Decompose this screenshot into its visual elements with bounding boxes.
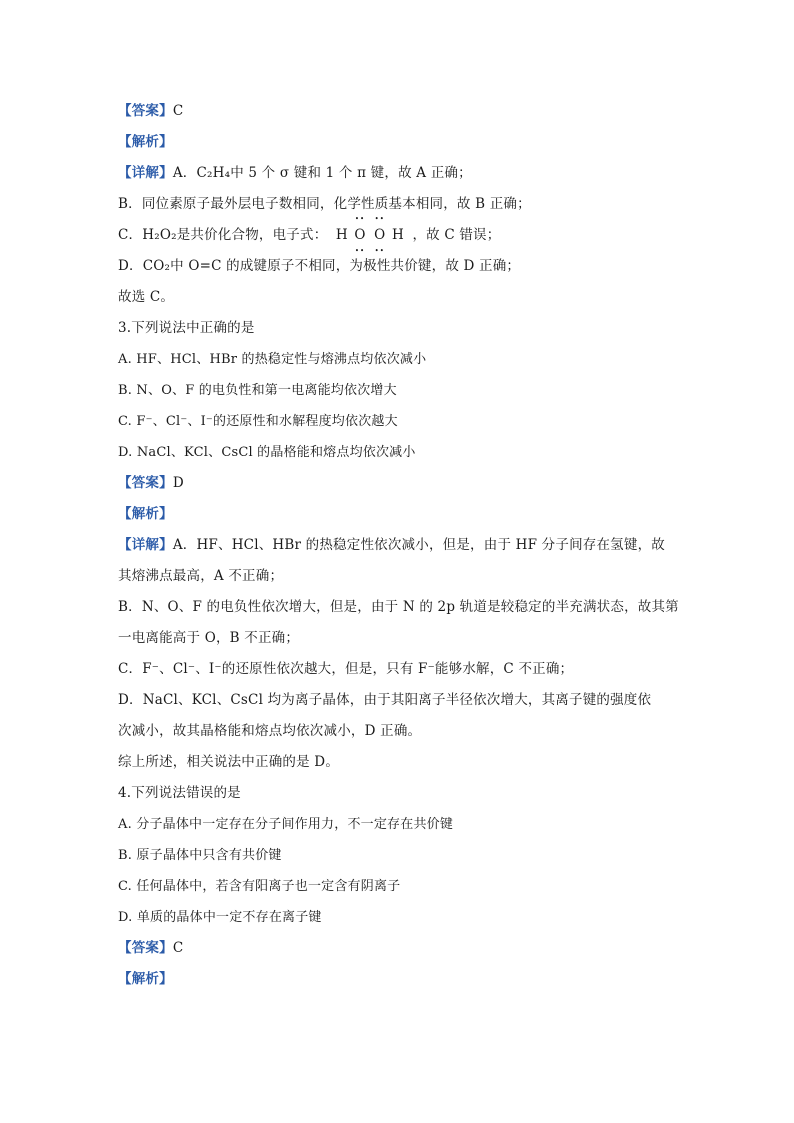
q3-option-d: D. NaCl、KCl、CsCl 的晶格能和熔点均依次减小: [118, 445, 416, 460]
q3-answer-line: [118, 468, 698, 499]
answer-value: C: [172, 103, 184, 119]
h2o2-electron-formula: [332, 215, 408, 255]
q4-analysis-line: [118, 964, 698, 995]
q3-detail-3: B．N、O、F 的电负性依次增大，但是，由于 N 的 2p 轨道是较稳定的半充满状态，故其第: [118, 599, 679, 615]
analysis-tag: 【解析】: [118, 134, 173, 150]
q3-detail-1: [118, 530, 698, 561]
q2-detail-c: [118, 215, 698, 255]
q3-detail-2: 其熔沸点最高，A 不正确；: [118, 568, 284, 584]
q2-detail-d: D．CO₂中 O=C 的成键原子不相同，为极性共价键，故 D 正确；: [118, 258, 521, 274]
q3-summary: 综上所述，相关说法中正确的是 D。: [118, 754, 340, 770]
detail-text: A．C₂H₄中 5 个 σ 键和 1 个 π 键，故 A 正确；: [172, 165, 472, 181]
q2-detail-a: [118, 158, 698, 189]
analysis-tag: 【解析】: [118, 971, 173, 987]
analysis-tag: 【解析】: [118, 506, 173, 522]
atom-o-symbol: O: [374, 227, 386, 243]
q3-detail-7: 次减小，故其晶格能和熔点均依次减小，D 正确。: [118, 723, 422, 739]
lone-pair-dots: ••: [354, 247, 366, 255]
q3-detail-6: D．NaCl、KCl、CsCl 均为离子晶体，由于其阳离子半径依次增大，其离子键的强度依: [118, 692, 652, 708]
q2-conclusion: 故选 C。: [118, 289, 175, 305]
answer-value: C: [172, 940, 184, 956]
q3-stem: 3.下列说法中正确的是: [118, 320, 255, 336]
answer-tag: 【答案】: [118, 475, 173, 491]
atom-h: H: [335, 227, 348, 243]
q2-analysis-line: [118, 127, 698, 158]
q3-option-a: A. HF、HCl、HBr 的热稳定性与熔沸点均依次减小: [118, 352, 427, 367]
q3-analysis-line: [118, 499, 698, 530]
detail-text: A．HF、HCl、HBr 的热稳定性依次减小，但是，由于 HF 分子间存在氢键，故: [172, 537, 665, 553]
answer-value: D: [172, 475, 184, 491]
q3-option-c: C. F⁻、Cl⁻、I⁻的还原性和水解程度均依次越大: [118, 414, 398, 429]
q2-answer-line: [118, 96, 698, 127]
detail-tag: 【详解】: [118, 537, 173, 553]
lone-pair-dots: ••: [374, 247, 385, 255]
q3-detail-5: C．F⁻、Cl⁻、I⁻的还原性依次越大，但是，只有 F⁻能够水解，C 不正确；: [118, 661, 574, 677]
q3-option-b: B. N、O、F 的电负性和第一电离能均依次增大: [118, 383, 397, 398]
atom-h: H: [391, 227, 404, 243]
lone-pair-dots: ••: [354, 215, 366, 223]
detail-text: C．H₂O₂是共价化合物，电子式：: [118, 227, 328, 243]
document-page: [118, 96, 698, 995]
detail-tag: 【详解】: [118, 165, 173, 181]
q4-stem: 4.下列说法错误的是: [118, 785, 241, 801]
detail-text: ，故 C 错误；: [412, 227, 501, 243]
q4-option-c: C. 任何晶体中，若含有阳离子也一定含有阴离子: [118, 879, 401, 894]
answer-tag: 【答案】: [118, 103, 173, 119]
q4-option-a: A. 分子晶体中一定存在分子间作用力，不一定存在共价键: [118, 817, 454, 832]
atom-o-symbol: O: [354, 227, 366, 243]
lone-pair-dots: ••: [374, 215, 385, 223]
q4-option-b: B. 原子晶体中只含有共价键: [118, 848, 282, 863]
q3-detail-4: 一电离能高于 O，B 不正确；: [118, 630, 300, 646]
atom-o: [354, 215, 366, 255]
atom-o: [374, 215, 386, 255]
q4-option-d: D. 单质的晶体中一定不存在离子键: [118, 910, 322, 925]
q2-detail-b: B．同位素原子最外层电子数相同，化学性质基本相同，故 B 正确；: [118, 196, 531, 212]
answer-tag: 【答案】: [118, 940, 173, 956]
q4-answer-line: [118, 933, 698, 964]
